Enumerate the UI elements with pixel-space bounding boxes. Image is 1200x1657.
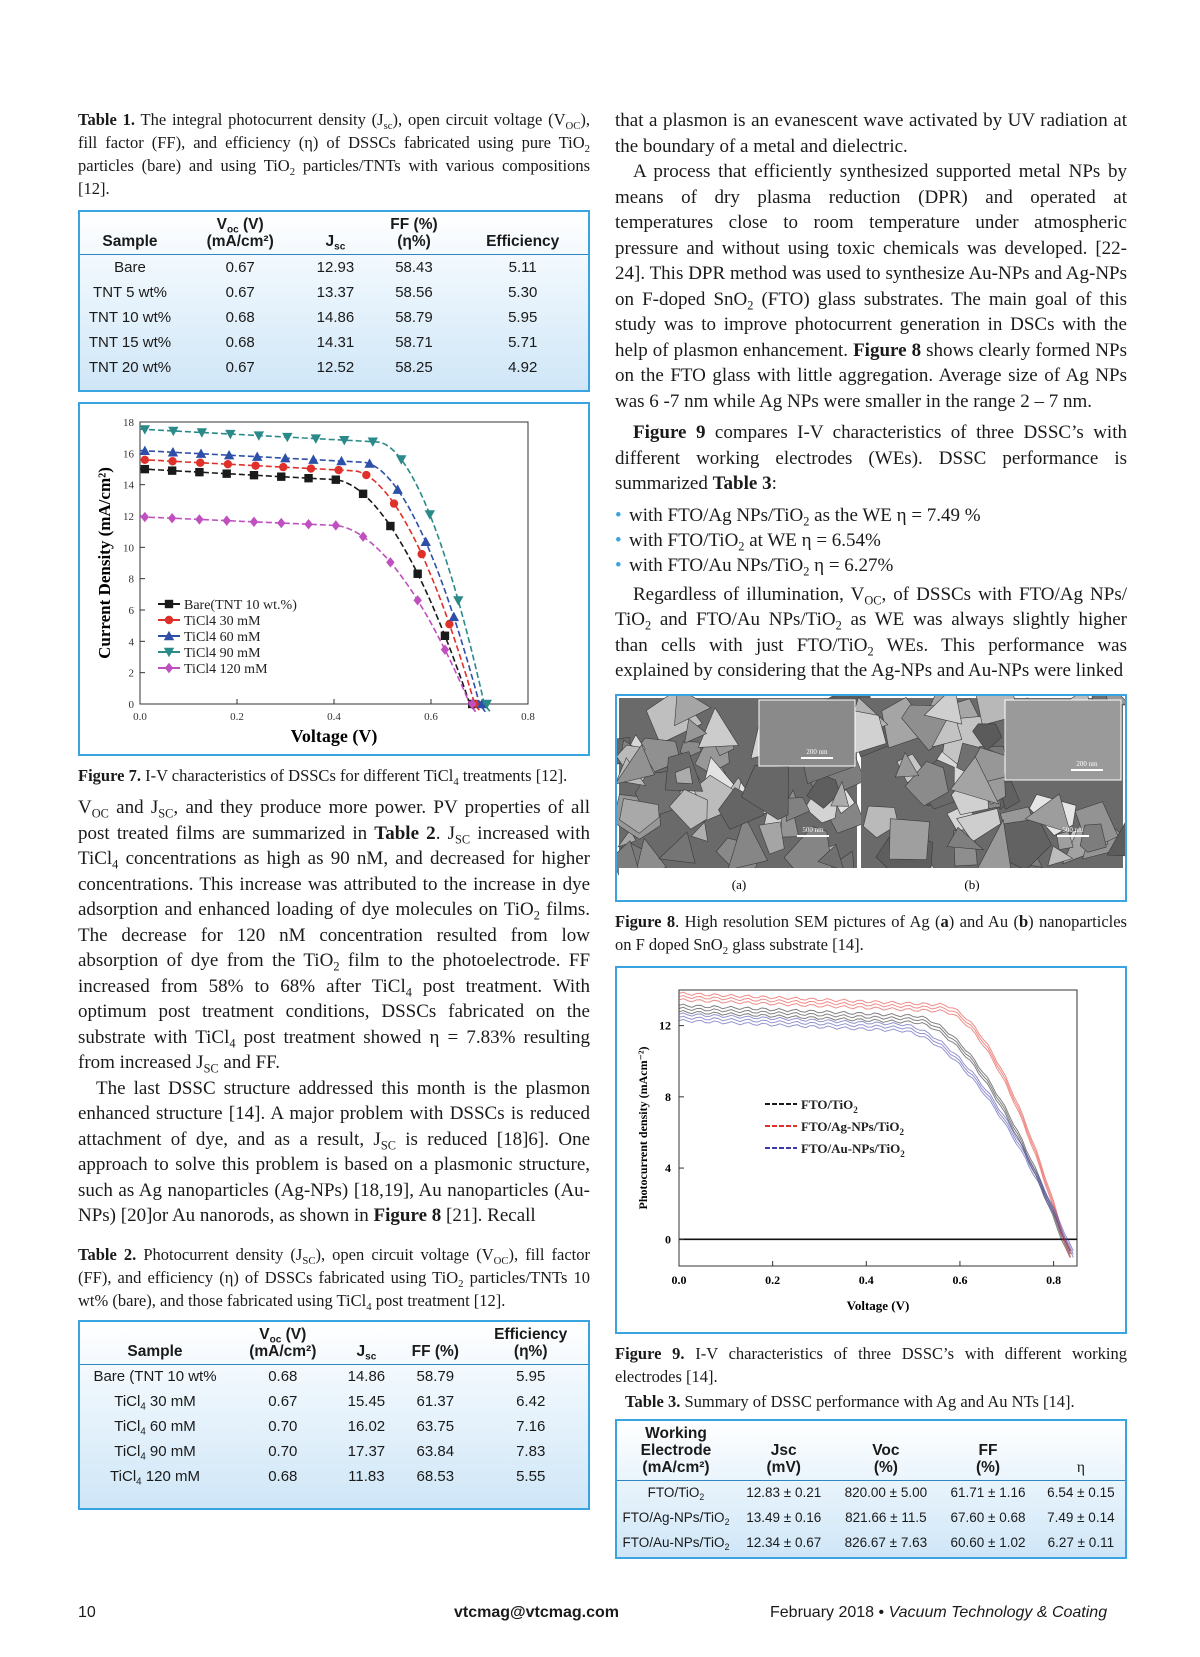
table-cell-value: 12.52 xyxy=(316,358,355,376)
legend-entry: FTO/Au-NPs/TiO$_2$ xyxy=(801,1140,905,1159)
legend-entry: TiCl4 90 mM xyxy=(184,646,261,661)
table-cell-value: 0.68 xyxy=(225,308,255,326)
table-cell-value: 0.70 xyxy=(268,1418,298,1435)
x-tick-label: 0.8 xyxy=(1046,1272,1062,1287)
y-tick-label: 16 xyxy=(123,448,134,461)
table1-caption-label: Table 1. xyxy=(78,110,135,129)
data-point xyxy=(222,515,230,525)
table2-caption-text: Photocurrent density $(J_{SC})$, open circuit voltage $(V_{OC})$, fill factor (FF), and efficiency (η) of DSSCs fabricated using TiO$_2$ particles/TNTs 10 wt% (bare), and those fabricated using TiCl$_4$ post treatment [12]. xyxy=(78,1244,591,1313)
series-line xyxy=(679,1016,1073,1254)
series-line xyxy=(679,1019,1073,1257)
table-cell-value: 7.83 xyxy=(516,1443,546,1460)
table-cell-value: 820.00 ± 5.00 xyxy=(844,1485,928,1501)
data-point xyxy=(168,457,176,465)
y-tick-label: 10 xyxy=(123,542,134,555)
table-row xyxy=(80,280,588,305)
legend-entry: TiCl4 30 mM xyxy=(184,614,261,629)
x-tick-label: 0.0 xyxy=(671,1272,687,1287)
legend-entry: Bare(TNT 10 wt.%) xyxy=(184,598,297,613)
table-cell-value: 0.67 xyxy=(225,258,255,276)
table-cell-value: 60.60 ± 1.02 xyxy=(950,1535,1026,1550)
data-point xyxy=(222,469,230,477)
table-cell-value: 5.71 xyxy=(508,333,538,351)
data-point xyxy=(332,475,340,483)
data-point xyxy=(445,620,453,628)
table-row xyxy=(80,355,588,380)
table-cell-label: TNT 10 wt% xyxy=(88,308,172,326)
table-cell-label: Bare (TNT 10 wt% xyxy=(93,1368,217,1386)
data-point xyxy=(165,663,173,673)
scale-bar-label: 500 nm xyxy=(802,825,824,834)
data-point xyxy=(165,600,173,608)
table-cell-value: 13.37 xyxy=(316,283,355,301)
legend-subscript: 2 xyxy=(853,1104,858,1115)
right-paragraph-2: A process that efficiently synthesized supported metal NPs by means of dry plasma reduction (DPR) and operated at temperatures close to room temperature under atmospheric pressure and without using toxic chemicals was developed. [22-24]. This DPR method was used to synthesize Au-NPs and Ag-NPs on F-doped SnO$_2$ (FTO) glass substrates. The main goal of this study was to improve photocurrent generation in DSCs with the help of plasmon enhancement. Figure 8 shows clearly formed NPs on the FTO glass with little aggregation. Average size of Ag NPs was 6 -7 nm while Ag NPs were smaller in the range 2 – 7 nm. xyxy=(615,161,1127,412)
x-tick-label: 0.0 xyxy=(133,711,147,723)
table-cell-value: 6.42 xyxy=(516,1393,546,1410)
table2-body xyxy=(80,1364,588,1489)
table1-caption xyxy=(78,108,590,200)
footer-bullet: • xyxy=(878,1604,885,1621)
x-tick-label: 0.6 xyxy=(424,711,438,723)
label-strip xyxy=(619,868,1123,898)
data-point xyxy=(141,456,149,464)
figure9 xyxy=(615,966,1127,1334)
table-cell-value: 0.67 xyxy=(225,358,255,376)
sem-inset-a xyxy=(759,700,855,766)
y-tick-label: 12 xyxy=(123,511,134,523)
legend-subscript: 2 xyxy=(900,1148,905,1159)
table-cell-value: 14.86 xyxy=(347,1368,386,1386)
table-row xyxy=(80,1389,588,1414)
bullet-item xyxy=(615,503,1127,528)
table-cell-label: TNT 20 wt% xyxy=(88,358,172,376)
data-point xyxy=(413,570,421,578)
bullet-dot: • xyxy=(615,554,622,576)
scale-bar-label: 200 nm xyxy=(806,747,828,756)
table1 xyxy=(78,210,590,392)
data-point xyxy=(334,466,342,474)
figure7-chart xyxy=(80,404,588,754)
data-point xyxy=(308,454,318,463)
figure7-caption-label: Figure 7. xyxy=(78,766,141,785)
y-tick-label: 8 xyxy=(665,1089,671,1104)
bullet-text: with FTO/TiO$_2$ at WE η = 6.54% xyxy=(629,529,881,553)
data-point xyxy=(362,471,370,479)
data-point xyxy=(304,519,312,529)
figure9-caption xyxy=(615,1342,1127,1388)
table3-header-eta: η xyxy=(1076,1458,1085,1476)
table3-header-working-electrode: Working Electrode (mA/cm²) xyxy=(640,1424,712,1476)
table-cell-label: TNT 15 wt% xyxy=(88,333,172,351)
data-point xyxy=(282,433,292,442)
table-cell-value: 61.37 xyxy=(416,1393,455,1410)
data-point xyxy=(441,632,449,640)
table-cell-value: 58.79 xyxy=(416,1368,455,1386)
legend xyxy=(765,1097,905,1159)
bullet-dot: • xyxy=(615,529,622,551)
right-paragraph-1: that a plasmon is an evanescent wave activated by UV radiation at the boundary of a metal and dielectric. xyxy=(615,110,1127,157)
table-cell-label: TNT 5 wt% xyxy=(93,283,167,301)
data-point xyxy=(224,460,232,468)
table-cell-value: 6.54 ± 0.15 xyxy=(1047,1485,1115,1501)
figure7-caption xyxy=(78,764,590,787)
table2-header-ff: FF (%) xyxy=(411,1342,459,1360)
table-cell-value: 5.95 xyxy=(508,308,538,326)
figure7-caption-text: I-V characteristics of DSSCs for different TiCl$_4$ treatments [12]. xyxy=(145,766,568,788)
figure8-caption xyxy=(615,910,1127,956)
y-axis-label: Photocurrent density (mAcm⁻²) xyxy=(636,1045,650,1210)
table-row xyxy=(80,330,588,355)
table-cell-label: FTO/TiO$_2$ xyxy=(647,1485,705,1503)
table1-caption-text: The integral photocurrent density $(J_{sc})$, open circuit voltage $(V_{OC})$, fill factor (FF), and efficiency (η) of DSSCs fabricated using pure TiO$_2$ particles (bare) and using TiO$_2$ particles/TNTs with various compositions [12]. xyxy=(78,110,591,198)
table-cell-value: 5.55 xyxy=(516,1468,546,1485)
bullet-item xyxy=(615,528,1127,553)
data-point xyxy=(332,520,340,530)
data-point xyxy=(277,472,285,480)
table1-header-sample: Sample xyxy=(102,233,158,250)
legend-subscript: 2 xyxy=(899,1126,904,1137)
table-cell-value: 63.84 xyxy=(416,1443,455,1460)
table-cell-label: TiCl$_4$ 120 mM xyxy=(110,1468,200,1488)
table2-header-voc: $V_{oc}$ (V) (mA/cm²) xyxy=(249,1325,317,1360)
x-axis-label: Voltage (V) xyxy=(290,726,378,746)
data-point xyxy=(250,471,258,479)
table-cell-label: FTO/Ag-NPs/TiO$_2$ xyxy=(622,1510,730,1528)
table-cell-value: 821.66 ± 11.5 xyxy=(845,1510,927,1525)
table3-body xyxy=(617,1480,1125,1555)
y-tick-label: 2 xyxy=(128,667,134,680)
x-tick-label: 0.6 xyxy=(952,1272,968,1287)
table-cell-value: 6.27 ± 0.11 xyxy=(1047,1535,1115,1550)
table-cell-value: 67.60 ± 0.68 xyxy=(950,1510,1026,1525)
y-tick-label: 0 xyxy=(665,1231,671,1246)
footer-page-number: 10 xyxy=(78,1604,96,1621)
table-cell-value: 826.67 ± 7.63 xyxy=(844,1535,928,1550)
figure8-caption-text: . High resolution SEM pictures of Ag (a) and Au (b) nanoparticles on F doped SnO$_2$ glass substrate [14]. xyxy=(615,911,1127,957)
table-cell-value: 5.11 xyxy=(508,258,537,276)
data-point xyxy=(196,459,204,467)
table-cell-value: 7.16 xyxy=(516,1418,546,1435)
panel-label-b: (b) xyxy=(964,876,980,892)
table-cell-value: 12.93 xyxy=(316,258,355,276)
table2-header-jsc: $J_{sc}$ xyxy=(356,1342,377,1363)
footer-issue xyxy=(770,1604,1107,1622)
data-point xyxy=(307,464,315,472)
table3-caption-text: Summary of DSSC performance with Ag and Au NTs [14]. xyxy=(684,1391,1075,1411)
y-tick-label: 18 xyxy=(123,417,134,429)
left-paragraph-2: The last DSSC structure addressed this month is the plasmon enhanced structure [14]. A major problem with DSSCs is reduced attachment of dye, and as a result, $J_{SC}$ is reduced [18]6]. One approach to solve this problem is based on a plasmonic structure, such as Ag nanoparticles (Ag-NPs) [18,19], Au nanoparticles (Au-NPs) [20]or Au nanorods, as shown in Figure 8 [21]. Recall xyxy=(78,1077,590,1226)
table1-header-jsc: $J_{sc}$ xyxy=(325,233,346,253)
x-tick-label: 0.4 xyxy=(327,711,341,723)
table-cell-label: TiCl$_4$ 90 mM xyxy=(114,1443,196,1463)
data-point xyxy=(251,461,259,469)
table1-body xyxy=(80,255,588,380)
table-cell-value: 61.71 ± 1.16 xyxy=(950,1485,1026,1501)
figure8-caption-label: Figure 8 xyxy=(615,911,676,931)
table-cell-value: 15.45 xyxy=(347,1393,386,1410)
data-point xyxy=(449,612,459,621)
figure9-caption-label: Figure 9. xyxy=(615,1343,685,1363)
table2-caption xyxy=(78,1243,590,1312)
table-cell-value: 0.67 xyxy=(225,283,255,301)
table-cell-value: 11.83 xyxy=(348,1468,385,1485)
table2-header-efficiency: Efficiency (η%) xyxy=(494,1325,568,1360)
legend-entry: TiCl4 60 mM xyxy=(184,630,261,645)
table-cell-value: 14.86 xyxy=(316,308,355,326)
data-point xyxy=(277,518,285,528)
table1-header-ff: FF (%) (η%) xyxy=(390,216,438,250)
table-row xyxy=(80,1414,588,1439)
table-cell-value: 63.75 xyxy=(416,1418,455,1435)
data-point xyxy=(195,514,203,524)
table-row xyxy=(617,1530,1125,1555)
table-cell-label: FTO/Au-NPs/TiO$_2$ xyxy=(622,1535,730,1553)
y-tick-label: 8 xyxy=(128,573,134,586)
y-tick-label: 6 xyxy=(128,605,134,617)
table3 xyxy=(615,1419,1127,1559)
footer-date: February 2018 xyxy=(770,1604,875,1621)
table-cell-value: 0.67 xyxy=(268,1393,298,1410)
data-point xyxy=(168,466,176,474)
data-point xyxy=(165,616,173,624)
y-tick-label: 4 xyxy=(665,1160,671,1175)
bullet-text: with FTO/Au NPs/TiO$_2$ η = 6.27% xyxy=(629,554,894,578)
data-point xyxy=(418,550,426,558)
data-point xyxy=(390,499,398,507)
table-row xyxy=(80,255,588,280)
table1-header-voc: $V_{oc}$ (V) (mA/cm²) xyxy=(206,216,274,250)
left-paragraph-1: $V_{OC}$ and $J_{SC}$, and they produce more power. PV properties of all post treated films are summarized in Table 2. $J_{SC}$ increased with TiCl$_4$ concentrations as high as 90 nM, and decreased for higher concentrations. This increase was attributed to the increase in dye adsorption and enhanced loading of dye molecules on TiO$_2$ films. The decrease for 120 nM concentration resulted from low absorption of dye from the TiO$_2$ film to the photoelectrode. FF increased from 58% to 68% after TiCl$_4$ post treatment. With optimum post treatment conditions, DSSCs fabricated on the substrate with TiCl$_4$ post treatment showed η = 7.83% resulting from increased $J_{SC}$ and FF. xyxy=(78,797,591,1076)
table2-caption-label: Table 2. xyxy=(78,1244,137,1264)
table3-caption-label: Table 3. xyxy=(625,1391,681,1411)
data-point xyxy=(386,522,394,530)
legend-entry: FTO/Ag-NPs/TiO$_2$ xyxy=(801,1118,904,1137)
table-row xyxy=(80,1364,588,1389)
x-axis-label: Voltage (V) xyxy=(846,1297,910,1313)
legend xyxy=(158,598,297,677)
table2 xyxy=(78,1320,590,1510)
table-cell-value: 0.68 xyxy=(268,1468,298,1485)
data-point xyxy=(453,596,463,605)
table-cell-value: 14.31 xyxy=(316,333,355,351)
table-cell-value: 16.02 xyxy=(347,1418,386,1435)
table-cell-value: 58.43 xyxy=(395,258,433,276)
data-point xyxy=(168,513,176,523)
figure8-sem-images xyxy=(617,696,1125,900)
figure9-chart xyxy=(617,968,1125,1332)
table-cell-value: 58.71 xyxy=(395,333,433,351)
legend-entry: FTO/TiO$_2$ xyxy=(801,1096,858,1115)
table-cell-value: 7.49 ± 0.14 xyxy=(1047,1510,1115,1525)
figure9-caption-text: I-V characteristics of three DSSC’s with different working electrodes [14]. xyxy=(615,1343,1128,1386)
panel-label-a: (a) xyxy=(731,876,747,892)
table-row xyxy=(80,1439,588,1464)
right-paragraph-4: Regardless of illumination, $V_{OC}$, of DSSCs with FTO/Ag NPs/ TiO$_2$ and FTO/Au NPs/TiO$_2$ as WE was always slightly higher than cells with just FTO/TiO$_2$ WEs. This performance was explained by considering that the Ag-NPs and Au-NPs were linked xyxy=(615,583,1127,681)
data-point xyxy=(441,644,449,654)
y-axis-label: Current Density (mA/cm²) xyxy=(95,467,114,659)
data-point xyxy=(425,510,435,519)
table-cell-value: 58.79 xyxy=(395,308,433,326)
y-tick-label: 0 xyxy=(128,699,134,711)
table-row xyxy=(80,1464,588,1489)
table-cell-value: 12.83 ± 0.21 xyxy=(746,1485,822,1501)
data-point xyxy=(421,537,431,546)
table-cell-value: 58.56 xyxy=(395,283,433,301)
table-cell-value: 0.70 xyxy=(268,1443,298,1460)
scale-bar-label: 200 nm xyxy=(1076,759,1098,768)
sem-inset-b xyxy=(1005,700,1121,780)
right-paragraph-3: Figure 9 compares I-V characteristics of three DSSC’s with different working electrodes (WEs). DSSC performance is summarized Table 3: xyxy=(615,422,1127,494)
table-cell-value: 5.95 xyxy=(516,1368,546,1386)
table-cell-label: TiCl$_4$ 60 mM xyxy=(114,1418,196,1438)
performance-bullets xyxy=(615,503,1127,578)
table-cell-value: 12.34 ± 0.67 xyxy=(746,1535,822,1550)
scale-bar-label: 500 nm xyxy=(1062,825,1084,834)
table-cell-value: 0.68 xyxy=(268,1368,298,1386)
table-cell-value: 68.53 xyxy=(416,1468,455,1485)
right-column xyxy=(615,108,1127,1559)
y-tick-label: 12 xyxy=(659,1018,671,1033)
data-point xyxy=(141,465,149,473)
bullet-item xyxy=(615,553,1127,578)
table-cell-value: 4.92 xyxy=(508,358,538,376)
x-tick-label: 0.4 xyxy=(858,1272,874,1287)
table-cell-value: 0.68 xyxy=(225,333,255,351)
data-point xyxy=(141,512,149,522)
data-point xyxy=(359,531,367,541)
table-row xyxy=(617,1480,1125,1505)
footer-email[interactable]: vtcmag@vtcmag.com xyxy=(454,1604,619,1621)
table-cell-value: 17.37 xyxy=(347,1443,386,1460)
table3-header-ff: FF (%) xyxy=(975,1441,1001,1476)
figure8 xyxy=(615,694,1127,902)
y-tick-label: 4 xyxy=(128,636,134,649)
table-cell-value: 13.49 ± 0.16 xyxy=(746,1510,822,1525)
data-point xyxy=(386,557,394,567)
data-point xyxy=(304,474,312,482)
figure7 xyxy=(78,402,590,756)
table-row xyxy=(617,1505,1125,1530)
data-point xyxy=(359,490,367,498)
y-tick-label: 14 xyxy=(123,479,134,492)
left-column xyxy=(78,108,590,1510)
data-point xyxy=(413,595,421,605)
table3-caption xyxy=(615,1390,1127,1413)
data-point xyxy=(195,468,203,476)
data-point xyxy=(250,517,258,527)
bullet-text: with FTO/Ag NPs/TiO$_2$ as the WE η = 7.49 % xyxy=(629,504,981,528)
x-tick-label: 0.2 xyxy=(230,711,244,723)
table1-header-efficiency: Efficiency xyxy=(486,233,560,250)
table3-header-voc: Voc (%) xyxy=(872,1441,900,1476)
table-row xyxy=(80,305,588,330)
data-point xyxy=(279,463,287,471)
sem-crystal xyxy=(889,818,929,859)
table-cell-value: 58.25 xyxy=(395,358,433,376)
x-tick-label: 0.8 xyxy=(521,711,535,723)
table3-header-jsc: Jsc (mV) xyxy=(766,1441,801,1476)
table-cell-label: TiCl$_4$ 30 mM xyxy=(114,1393,196,1413)
footer-magazine: Vacuum Technology & Coating xyxy=(888,1604,1108,1621)
x-tick-label: 0.2 xyxy=(765,1272,781,1287)
table2-header-sample: Sample xyxy=(127,1342,183,1360)
bullet-dot: • xyxy=(615,504,622,526)
series xyxy=(679,1012,1073,1257)
table-cell-value: 5.30 xyxy=(508,283,538,301)
table-cell-label: Bare xyxy=(114,258,146,276)
legend-entry: TiCl4 120 mM xyxy=(184,662,268,677)
